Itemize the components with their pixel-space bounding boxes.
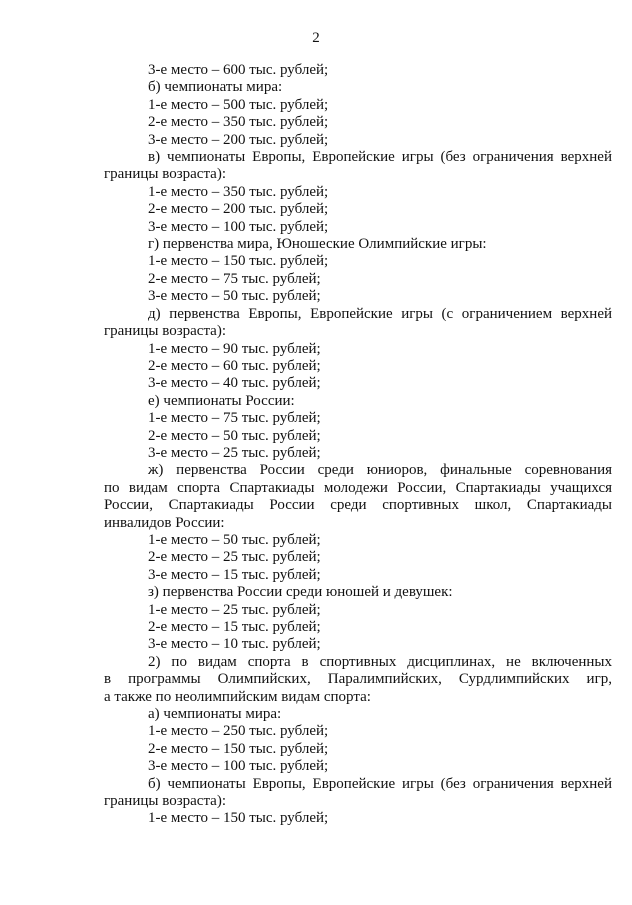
text-line: 3-е место – 600 тыс. рублей; <box>148 62 329 78</box>
text-line: 2-е место – 75 тыс. рублей; <box>148 270 321 287</box>
text-line: 2-е место – 15 тыс. рублей; <box>148 619 321 635</box>
text-line: 1-е место – 150 тыс. рублей; <box>148 810 329 827</box>
text-line: границы возраста): <box>104 323 226 340</box>
text-line: границы возраста): <box>104 166 226 183</box>
text-line: в программы Олимпийских, Паралимпийских, Сурдлимпийских игр, <box>104 671 612 688</box>
text-line: 3-е место – 100 тыс. рублей; <box>148 218 329 235</box>
text-line: 2-е место – 350 тыс. рублей; <box>148 114 329 131</box>
text-line: 3-е место – 100 тыс. рублей; <box>148 758 329 775</box>
text-line: 1-е место – 75 тыс. рублей; <box>148 410 321 427</box>
text-line: 1-е место – 50 тыс. рублей; <box>148 531 321 548</box>
text-line: а) чемпионаты мира: <box>148 706 282 723</box>
text-line: 1-е место – 350 тыс. рублей; <box>148 183 329 200</box>
text-line: 2-е место – 60 тыс. рублей; <box>148 357 321 374</box>
text-line: 3-е место – 25 тыс. рублей; <box>148 444 321 461</box>
text-line: в) чемпионаты Европы, Европейские игры (без ограничения верхней <box>148 149 612 166</box>
text-line: 1-е место – 90 тыс. рублей; <box>148 340 321 357</box>
text-line: инвалидов России: <box>104 514 225 531</box>
text-line: ж) первенства России среди юниоров, финальные соревнования <box>148 462 612 479</box>
text-line: 3-е место – 10 тыс. рублей; <box>148 636 321 653</box>
text-line: г) первенства мира, Юношеские Олимпийские игры: <box>148 236 487 253</box>
text-line: з) первенства России среди юношей и девушек: <box>148 584 453 601</box>
text-line: по видам спорта Спартакиады молодежи России, Спартакиады учащихся <box>104 479 612 496</box>
text-line: России, Спартакиады России среди спортивных школ, Спартакиады <box>104 497 612 514</box>
text-line: 2) по видам спорта в спортивных дисциплинах, не включенных <box>148 653 612 670</box>
text-line: д) первенства Европы, Европейские игры (с ограничением верхней <box>148 305 612 322</box>
document-body <box>104 62 612 828</box>
text-line: границы возраста): <box>104 793 226 810</box>
text-line: 2-е место – 25 тыс. рублей; <box>148 549 321 566</box>
page-number: 2 <box>312 30 320 46</box>
text-line: 2-е место – 50 тыс. рублей; <box>148 427 321 444</box>
text-line: 2-е место – 150 тыс. рублей; <box>148 740 329 757</box>
text-line: 2-е место – 200 тыс. рублей; <box>148 201 329 218</box>
text-line: 3-е место – 40 тыс. рублей; <box>148 375 321 392</box>
text-line: а также по неолимпийским видам спорта: <box>104 688 371 705</box>
text-line: б) чемпионаты мира: <box>148 79 283 96</box>
text-line: 1-е место – 500 тыс. рублей; <box>148 96 329 113</box>
text-line: 3-е место – 200 тыс. рублей; <box>148 131 329 148</box>
text-line: б) чемпионаты Европы, Европейские игры (без ограничения верхней <box>148 775 612 792</box>
text-line: 1-е место – 250 тыс. рублей; <box>148 723 329 740</box>
text-line: 1-е место – 150 тыс. рублей; <box>148 253 329 270</box>
text-line: 3-е место – 15 тыс. рублей; <box>148 566 321 583</box>
text-line: 3-е место – 50 тыс. рублей; <box>148 288 321 305</box>
text-line: 1-е место – 25 тыс. рублей; <box>148 601 321 618</box>
text-line: е) чемпионаты России: <box>148 392 295 409</box>
